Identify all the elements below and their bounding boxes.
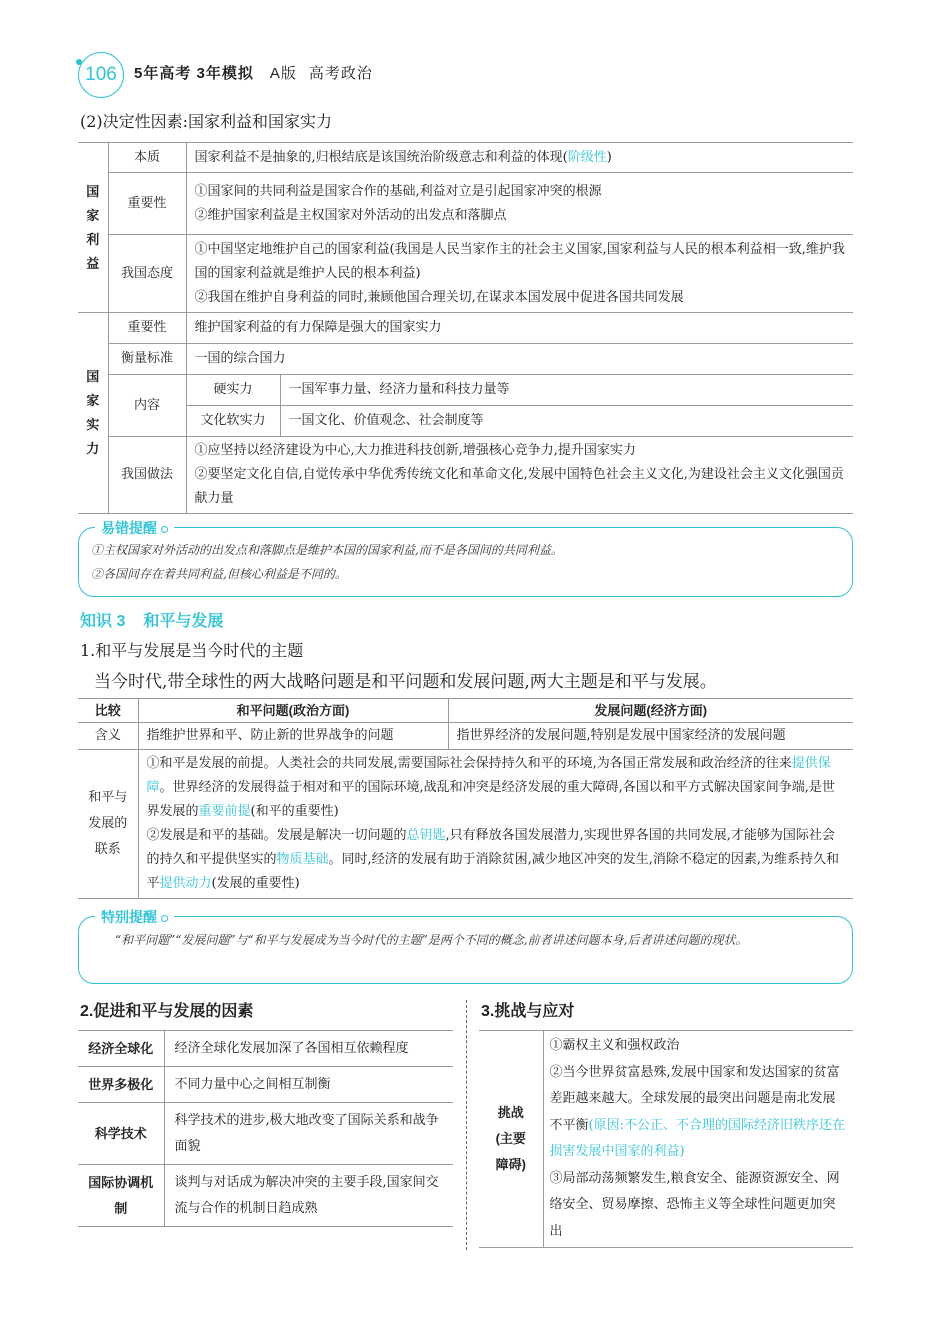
subheading-promoting-factors: 2.促进和平与发展的因素 [80, 1003, 254, 1020]
page-number-badge [78, 52, 124, 98]
challenge-label [479, 1031, 543, 1248]
connection-label-part: 和平与 [88, 790, 128, 805]
text-run: (发展的重要性) [211, 876, 300, 891]
text-run: ①和平是发展的前提。人类社会的共同发展,需要国际社会保持持久和平的环境,为各国正常发展和政治经济的往来 [146, 756, 792, 771]
group-char: 国 [86, 369, 100, 384]
group-label-national-interest [78, 143, 108, 313]
highlight-run: 提供动力 [159, 876, 212, 891]
group-char: 国 [86, 183, 100, 199]
knowledge-heading [80, 608, 223, 631]
factor-label: 经济全球化 [78, 1031, 164, 1067]
promoting-factors-table [78, 1030, 453, 1227]
column-divider [466, 1000, 467, 1250]
highlight-run: (原因:不公正、不合理的国际经济旧秩序还在损害发展中国家的利益) [549, 1117, 845, 1159]
group-char: 力 [86, 441, 100, 456]
special-reminder-tag: 特别提醒 [95, 907, 174, 927]
importance-point-1: ①国家间的共同利益是国家合作的基础,利益对立是引起国家冲突的根源 [194, 183, 602, 199]
mistake-reminder-tag: 易错提醒 [95, 518, 174, 538]
connection-label-part: 联系 [94, 842, 121, 857]
attitude-point-1: ①中国坚定地维护自己的国家利益(我国是人民当家作主的社会主义国家,国家利益与人民的根本利益相一致,维护我国的国家利益就是维护人民的根本利益) [194, 241, 845, 281]
book-edition: A版 [269, 65, 297, 82]
text-run: ②当今世界贫富悬殊,发展中国家和发达国家的贫富差距越来越大。全球发展的最突出问题是南北发展不平衡 [549, 1064, 840, 1133]
challenges-table [479, 1030, 853, 1248]
row-label-essence: 本质 [108, 143, 186, 173]
attitude-text [186, 235, 853, 313]
row-label-connection [78, 750, 138, 899]
essence-highlight: 阶级性 [567, 149, 607, 165]
row-label-measure: 衡量标准 [108, 344, 186, 375]
soft-power-text: 一国文化、价值观念、社会制度等 [280, 406, 853, 437]
section-heading-decisive-factors: (2)决定性因素:国家利益和国家实力 [80, 112, 333, 131]
factor-text: 经济全球化发展加深了各国相互依赖程度 [164, 1031, 453, 1067]
practice-point-1: ①应坚持以经济建设为中心,大力推进科技创新,增强核心竞争力,提升国家实力 [194, 443, 636, 458]
intro-paragraph: 当今时代,带全球性的两大战略问题是和平问题和发展问题,两大主题是和平与发展。 [94, 672, 717, 692]
book-title: 5年高考 3年模拟 [134, 65, 254, 82]
hard-power-text: 一国军事力量、经济力量和科技力量等 [280, 375, 853, 406]
challenge-label-part: 挑战 [497, 1105, 524, 1120]
subheading-peace-development-theme: 1.和平与发展是当今时代的主题 [80, 641, 304, 660]
mistake-reminder-box [78, 520, 853, 597]
row-label-importance: 重要性 [108, 173, 186, 235]
text-run: (和平的重要性) [250, 804, 339, 819]
page-number: 106 [85, 64, 117, 85]
subheading-challenges: 3.挑战与应对 [481, 1003, 575, 1020]
row-label-practice: 我国做法 [108, 437, 186, 514]
text-run: 。世界经济的发展得益于相对和平的国际环境,战乱和冲突是经济发展的重大障碍,各国以和平方式解决国家间争端,是世界发展的 [146, 780, 835, 819]
challenge-point-3: ③局部动荡频繁发生,粮食安全、能源资源安全、网络安全、贸易摩擦、恐怖主义等全球性问题更加突出 [549, 1170, 840, 1239]
attitude-point-2: ②我国在维护自身利益的同时,兼顾他国合理关切,在谋求本国发展中促进各国共同发展 [194, 289, 684, 305]
special-reminder-box [78, 909, 853, 984]
row-label-attitude: 我国态度 [108, 235, 186, 313]
connection-text [138, 750, 853, 899]
mistake-reminder-line-1: ①主权国家对外活动的出发点和落脚点是维护本国的国家利益,而不是各国间的共同利益。 [91, 543, 563, 557]
factor-text: 不同力量中心之间相互制衡 [164, 1067, 453, 1103]
challenge-point-1: ①霸权主义和强权政治 [549, 1038, 680, 1053]
highlight-run: 总钥匙 [406, 828, 446, 843]
mistake-reminder-line-2: ②各国间存在着共同利益,但核心利益是不同的。 [91, 567, 347, 581]
highlight-run: 重要前提 [198, 804, 251, 819]
hard-power-label: 硬实力 [186, 375, 280, 406]
knowledge-label: 知识 3 [80, 613, 126, 630]
row-label-strength-importance: 重要性 [108, 313, 186, 344]
group-label-national-strength [78, 313, 108, 514]
text-run: ②发展是和平的基础。发展是解决一切问题的 [146, 828, 407, 843]
group-char: 利 [86, 231, 100, 247]
essence-close: ) [606, 149, 612, 165]
essence-text [186, 143, 853, 173]
measure-text: 一国的综合国力 [186, 344, 853, 375]
strength-importance-text: 维护国家利益的有力保障是强大的国家实力 [186, 313, 853, 344]
importance-point-2: ②维护国家利益是主权国家对外活动的出发点和落脚点 [194, 207, 507, 223]
practice-text [186, 437, 853, 514]
challenge-text [543, 1031, 853, 1248]
practice-point-2: ②要坚定文化自信,自觉传承中华优秀传统文化和革命文化,发展中国特色社会主义文化,为建设社会主义文化强国贡献力量 [194, 467, 844, 506]
row-label-meaning: 含义 [78, 723, 138, 750]
header-development: 发展问题(经济方面) [448, 699, 853, 723]
factor-text: 谈判与对话成为解决冲突的主要手段,国家间交流与合作的机制日趋成熟 [164, 1165, 453, 1227]
connection-point-1 [147, 752, 846, 824]
row-label-content: 内容 [108, 375, 186, 437]
factor-text: 科学技术的进步,极大地改变了国际关系和战争面貌 [164, 1103, 453, 1165]
group-char: 实 [86, 417, 100, 432]
group-char: 益 [86, 255, 100, 271]
national-interest-strength-table [78, 142, 853, 514]
page-header [74, 48, 774, 98]
soft-power-label: 文化软实力 [186, 406, 280, 437]
development-meaning: 指世界经济的发展问题,特别是发展中国家经济的发展问题 [448, 723, 853, 750]
group-char: 家 [86, 393, 100, 408]
highlight-run: 提供保障 [146, 756, 831, 795]
special-reminder-text: “和平问题”“发展问题”与“和平与发展成为当今时代的主题”是两个不同的概念,前者讲述问题本身,后者讲述问题的现状。 [115, 933, 748, 947]
challenge-label-part: (主要 [495, 1131, 526, 1146]
text-run: 。同时,经济的发展有助于消除贫困,减少地区冲突的发生,消除不稳定的因素,为维系持久和平 [146, 852, 840, 891]
challenge-label-part: 障碍) [495, 1157, 526, 1172]
group-char: 家 [86, 207, 100, 223]
peace-meaning: 指维护世界和平、防止新的世界战争的问题 [138, 723, 448, 750]
challenge-point-2 [550, 1060, 848, 1166]
factor-label: 世界多极化 [78, 1067, 164, 1103]
essence-body: 国家利益不是抽象的,归根结底是该国统治阶级意志和利益的体现( [194, 149, 568, 165]
header-compare: 比较 [78, 699, 138, 723]
knowledge-title: 和平与发展 [143, 613, 224, 630]
header-peace: 和平问题(政治方面) [138, 699, 448, 723]
book-subject: 高考政治 [308, 65, 373, 82]
factor-label: 科学技术 [78, 1103, 164, 1165]
importance-text [186, 173, 853, 235]
factor-label: 国际协调机制 [78, 1165, 164, 1227]
connection-point-2 [147, 824, 846, 896]
text-run: ,只有释放各国发展潜力,实现世界各国的共同发展,才能够为国际社会的持久和平提供坚实的 [146, 828, 835, 867]
book-title-line [134, 62, 373, 83]
peace-development-comparison-table [78, 698, 853, 899]
highlight-run: 物质基础 [276, 852, 329, 867]
connection-label-part: 发展的 [88, 816, 128, 831]
